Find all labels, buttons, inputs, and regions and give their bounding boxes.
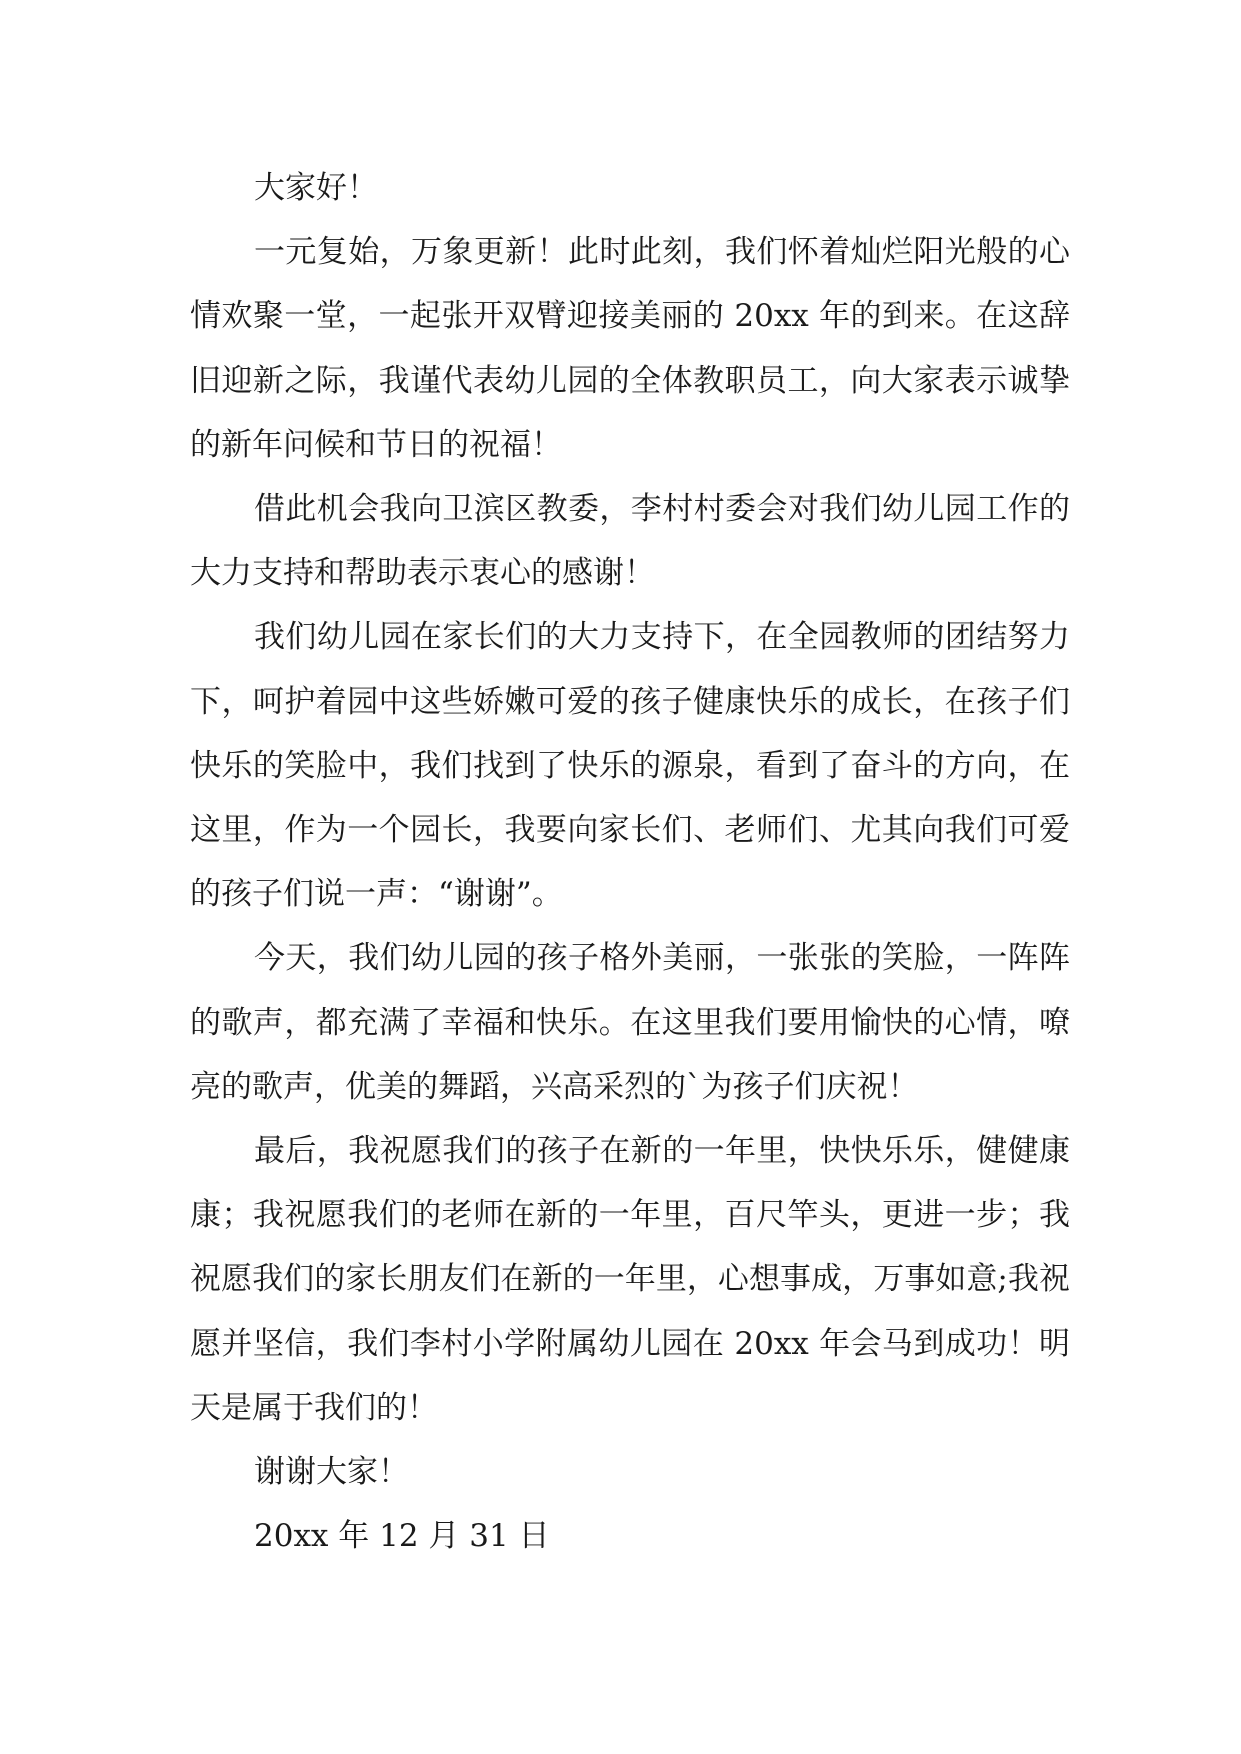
document-date: 20xx 年 12 月 31 日	[254, 1518, 550, 1555]
greeting: 大家好！	[254, 170, 378, 206]
paragraph-wishes: 最后，我祝愿我们的孩子在新的一年里，快快乐乐，健健康康；我祝愿我们的老师在新的一年里，百尺竿头，更进一步；我祝愿我们的家长朋友们在新的一年里，心想事成，万事如意;我祝愿并坚信，我们李村小学附属幼儿园在 20xx 年会马到成功！明天是属于我们的！	[190, 1133, 1070, 1426]
document-body	[190, 156, 1070, 1568]
closing-thanks: 谢谢大家！	[254, 1454, 409, 1491]
paragraph-celebration: 今天，我们幼儿园的孩子格外美丽，一张张的笑脸，一阵阵的歌声，都充满了幸福和快乐。在这里我们要用愉快的心情，嘹亮的歌声，优美的舞蹈，兴高采烈的`为孩子们庆祝！	[190, 940, 1070, 1105]
paragraph-new-year-greeting: 一元复始，万象更新！此时此刻，我们怀着灿烂阳光般的心情欢聚一堂，一起张开双臂迎接美丽的 20xx 年的到来。在这辞旧迎新之际，我谨代表幼儿园的全体教职员工，向大家表示诚挚的新年问候和节日的祝福！	[190, 234, 1070, 463]
paragraph-thanks-to-parents-teachers: 我们幼儿园在家长们的大力支持下，在全园教师的团结努力下，呵护着园中这些娇嫩可爱的孩子健康快乐的成长，在孩子们快乐的笑脸中，我们找到了快乐的源泉，看到了奋斗的方向，在这里，作为一个园长，我要向家长们、老师们、尤其向我们可爱的孩子们说一声：“谢谢”。	[190, 619, 1070, 913]
paragraph-thanks-to-authorities: 借此机会我向卫滨区教委，李村村委会对我们幼儿园工作的大力支持和帮助表示衷心的感谢！	[190, 491, 1070, 592]
